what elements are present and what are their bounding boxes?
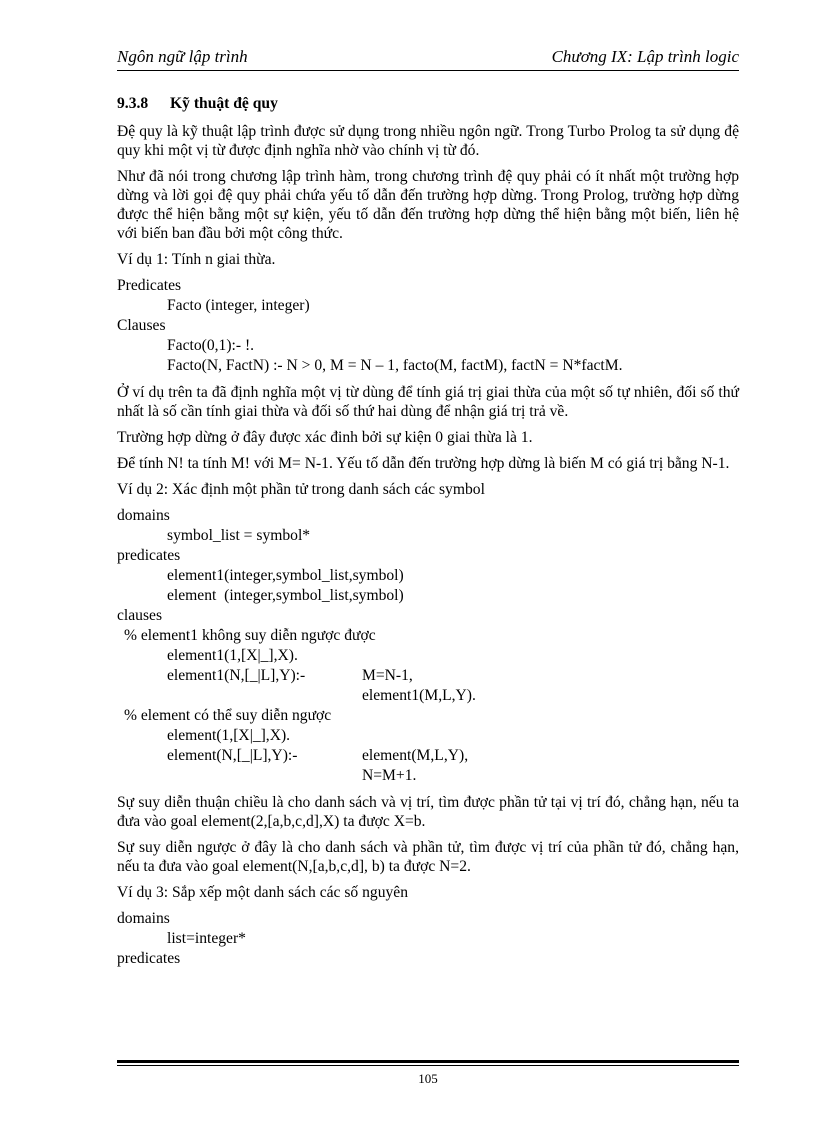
paragraph-forward-inference: Sự suy diễn thuận chiều là cho danh sách và vị trí, tìm được phần tử tại vị trí đó, chẳng hạn, nếu ta đưa vào goal element(2,[a,b,c,d],X) ta được X=b. xyxy=(117,794,739,830)
header-rule xyxy=(117,70,739,71)
code-line: domains xyxy=(117,910,170,927)
code-line xyxy=(117,666,739,686)
example-3-heading: Ví dụ 3: Sắp xếp một danh sách các số nguyên xyxy=(117,884,409,901)
running-header xyxy=(117,47,739,69)
code-head: element(N,[_|L],Y):- xyxy=(167,747,298,764)
code-block-element xyxy=(117,506,739,786)
code-body: N=M+1. xyxy=(362,767,417,784)
code-comment: % element1 không suy diễn ngược được xyxy=(124,627,376,644)
code-line: element (integer,symbol_list,symbol) xyxy=(167,587,404,604)
code-line xyxy=(117,686,739,706)
section-heading xyxy=(117,94,739,113)
paragraph-stop-case: Như đã nói trong chương lập trình hàm, trong chương trình đệ quy phải có ít nhất một trường hợp dừng và lời gọi đệ quy phải chứa yếu tố dẫn đến trường hợp dừng. Trong Prolog, trường hợp dừng được thể hiện bằng một sự kiện, yếu tố dẫn đến trường hợp dừng thể hiện bằng một biến, liên hệ với biến ban đầu bởi một công thức. xyxy=(117,168,739,242)
code-body: M=N-1, xyxy=(362,667,413,684)
example-2-heading: Ví dụ 2: Xác định một phần tử trong danh sách các symbol xyxy=(117,481,485,498)
footer-rule-thick xyxy=(117,1060,739,1063)
code-line: list=integer* xyxy=(167,930,246,947)
code-body: element(M,L,Y), xyxy=(362,747,469,764)
section-title: Kỹ thuật đệ quy xyxy=(170,95,278,112)
paragraph-intro: Đệ quy là kỹ thuật lập trình được sử dụng trong nhiều ngôn ngữ. Trong Turbo Prolog ta sử dụng đệ quy khi một vị từ được định nghĩa nhờ vào chính vị từ đó. xyxy=(117,123,739,159)
code-line: domains xyxy=(117,507,170,524)
code-head: element1(N,[_|L],Y):- xyxy=(167,667,306,684)
code-line xyxy=(117,746,739,766)
page-number: 105 xyxy=(418,1071,438,1086)
paragraph-stop-condition: Trường hợp dừng ở đây được xác đinh bởi sự kiện 0 giai thừa là 1. xyxy=(117,429,533,446)
code-line xyxy=(117,766,739,786)
code-line: predicates xyxy=(117,950,181,967)
code-line: symbol_list = symbol* xyxy=(167,527,311,544)
section-number: 9.3.8 xyxy=(117,95,149,112)
footer-rule-thin xyxy=(117,1065,739,1066)
code-line: element1(integer,symbol_list,symbol) xyxy=(167,567,404,584)
code-comment: % element có thể suy diễn ngược xyxy=(124,707,332,724)
paragraph-example-1-explanation: Ở ví dụ trên ta đã định nghĩa một vị từ dùng để tính giá trị giai thừa của một số tự nhiên, đối số thứ nhất là số cần tính giai thừa và đối số thứ hai dùng để nhận giá trị trả về. xyxy=(117,384,739,420)
code-line: Facto(0,1):- !. xyxy=(167,337,255,354)
code-body: element1(M,L,Y). xyxy=(362,687,476,704)
paragraph-recursion-step: Để tính N! ta tính M! với M= N-1. Yếu tố dẫn đến trường hợp dừng là biến M có giá trị bằng N-1. xyxy=(117,455,730,472)
page-body xyxy=(117,94,739,976)
code-line: Facto(N, FactN) :- N > 0, M = N – 1, facto(M, factM), factN = N*factM. xyxy=(167,357,623,374)
code-line: element(1,[X|_],X). xyxy=(167,727,291,744)
code-block-factorial xyxy=(117,276,739,376)
header-book-title: Ngôn ngữ lập trình xyxy=(117,47,248,66)
code-block-sort xyxy=(117,909,739,969)
code-line: Predicates xyxy=(117,277,182,294)
header-chapter-title: Chương IX: Lập trình logic xyxy=(551,47,739,66)
code-line: clauses xyxy=(117,607,163,624)
code-line: predicates xyxy=(117,547,181,564)
code-line: Clauses xyxy=(117,317,166,334)
paragraph-backward-inference: Sự suy diễn ngược ở đây là cho danh sách và phần tử, tìm được vị trí của phần tử đó, chẳng hạn, nếu ta đưa vào goal element(N,[a,b,c,d], b) ta được N=2. xyxy=(117,839,739,875)
code-line: element1(1,[X|_],X). xyxy=(167,647,298,664)
code-line: Facto (integer, integer) xyxy=(167,297,310,314)
example-1-heading: Ví dụ 1: Tính n giai thừa. xyxy=(117,251,276,268)
